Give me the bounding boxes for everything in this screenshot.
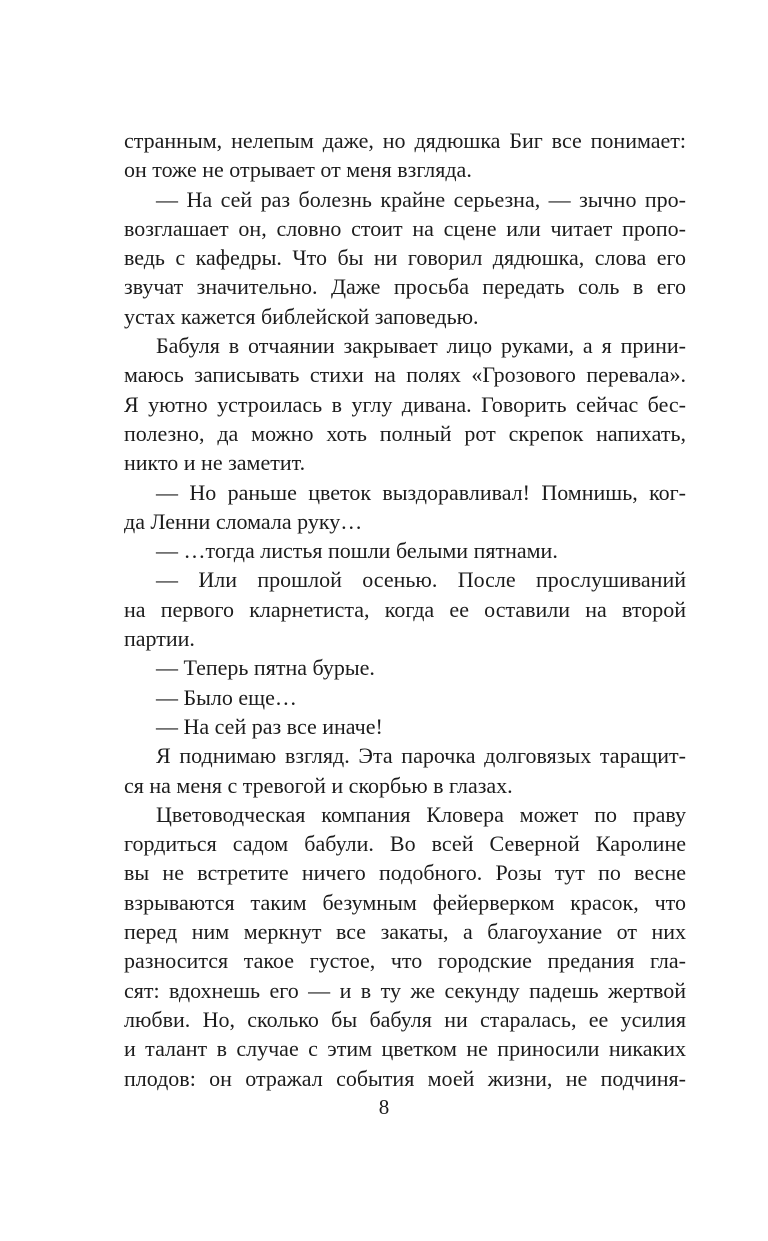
text-line: ведь с кафедры. Что бы ни говорил дядюшка, слова его bbox=[124, 245, 686, 271]
text-line: да Ленни сломала руку… bbox=[124, 508, 363, 534]
text-line: ся на меня с тревогой и скорбью в глазах. bbox=[124, 772, 513, 798]
text-line: Я поднимаю взгляд. Эта парочка долговязых таращит- bbox=[156, 743, 686, 769]
text-line: — На сей раз все иначе! bbox=[156, 713, 383, 739]
text-line: полезно, да можно хоть полный рот скрепок напихать, bbox=[124, 420, 686, 446]
text-line: — …тогда листья пошли белыми пятнами. bbox=[156, 538, 558, 564]
text-line: никто и не заметит. bbox=[124, 450, 306, 476]
text-line: сят: вдохнешь его — и в ту же секунду падешь жертвой bbox=[124, 977, 686, 1003]
text-line: партии. bbox=[124, 626, 195, 652]
text-line: взрываются таким безумным фейерверком красок, что bbox=[124, 889, 686, 915]
text-line: — Или прошлой осенью. После прослушиваний bbox=[156, 567, 686, 593]
text-line: устах кажется библейской заповедью. bbox=[124, 303, 479, 329]
text-line: и талант в случае с этим цветком не приносили никаких bbox=[124, 1036, 686, 1062]
text-line: любви. Но, сколько бы бабуля ни старалась, ее усилия bbox=[124, 1006, 686, 1032]
text-line: Я уютно устроилась в углу дивана. Говорить сейчас бес- bbox=[124, 391, 686, 417]
text-line: гордиться садом бабули. Во всей Северной Каролине bbox=[124, 831, 686, 857]
text-line: вы не встретите ничего подобного. Розы тут по весне bbox=[124, 860, 686, 886]
text-line: разносится такое густое, что городские предания гла- bbox=[124, 948, 686, 974]
text-line: маюсь записывать стихи на полях «Грозового перевала». bbox=[124, 362, 686, 388]
text-line: перед ним меркнут все закаты, а благоухание от них bbox=[124, 919, 686, 945]
text-line: — Теперь пятна бурые. bbox=[156, 655, 375, 681]
text-line: Цветоводческая компания Кловера может по праву bbox=[156, 801, 686, 827]
text-line: — Но раньше цветок выздоравливал! Помнишь, ког- bbox=[156, 479, 686, 505]
text-line: плодов: он отражал события моей жизни, не подчиня- bbox=[124, 1065, 686, 1091]
text-line: возглашает он, словно стоит на сцене или читает пропо- bbox=[124, 215, 686, 241]
text-line: на первого кларнетиста, когда ее оставили на второй bbox=[124, 596, 686, 622]
text-line: звучат значительно. Даже просьба передать соль в его bbox=[124, 274, 686, 300]
page-number: 8 bbox=[378, 1095, 390, 1119]
text-line: Бабуля в отчаянии закрывает лицо руками, а я прини- bbox=[156, 333, 686, 359]
text-line: странным, нелепым даже, но дядюшка Биг все понимает: bbox=[124, 128, 686, 153]
text-line: он тоже не отрывает от меня взгляда. bbox=[124, 157, 472, 183]
text-line: — На сей раз болезнь крайне серьезна, — зычно про- bbox=[156, 186, 686, 212]
text-line: — Было еще… bbox=[156, 684, 297, 710]
body-text bbox=[124, 126, 686, 1093]
